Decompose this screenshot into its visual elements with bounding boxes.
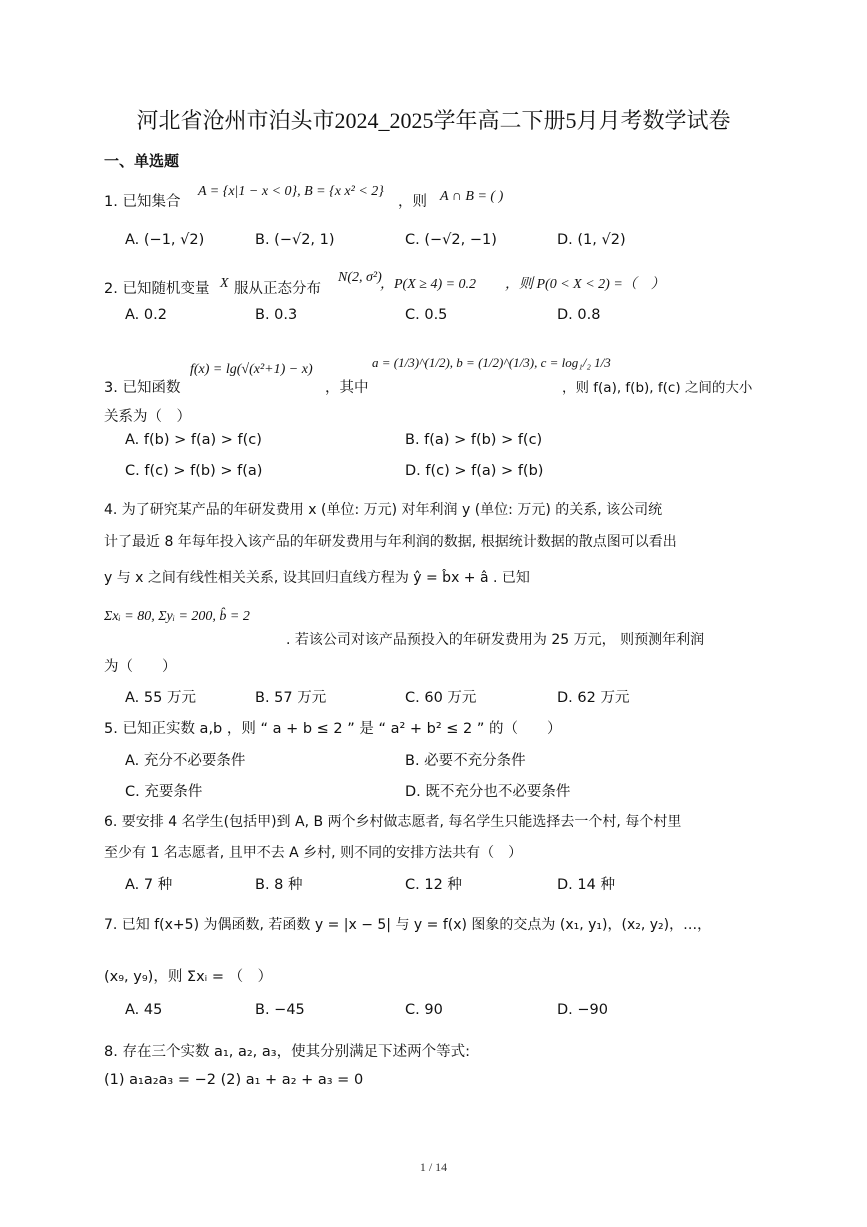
q2-option-c: C. 0.5	[405, 307, 448, 323]
question-2-cond: ，P(X ≥ 4) = 0.2	[380, 277, 477, 292]
q2-option-b: B. 0.3	[255, 307, 298, 323]
q3-option-c: C. f(c) > f(b) > f(a)	[125, 463, 263, 479]
q7-option-b: B. −45	[255, 1002, 305, 1018]
question-4-line2: 计了最近 8 年每年投入该产品的年研发费用与年利润的数据, 根据统计数据的散点图可以看出	[104, 534, 677, 550]
q5-option-c: C. 充要条件	[125, 784, 203, 800]
q3-option-d: D. f(c) > f(a) > f(b)	[405, 463, 544, 479]
q6-option-b: B. 8 种	[255, 877, 303, 893]
q7-option-c: C. 90	[405, 1002, 443, 1018]
question-4-formula: Σxᵢ = 80, Σyᵢ = 200, b̂ = 2	[104, 609, 250, 624]
question-7-line2: (x₉, y₉)，则 Σxᵢ = （ ）	[104, 969, 273, 985]
question-7-line1: 7. 已知 f(x+5) 为偶函数, 若函数 y = |x − 5| 与 y = f(x) 图象的交点为 (x₁, y₁)，(x₂, y₂)，…，	[104, 917, 712, 933]
question-1-prefix: 1. 已知集合	[104, 194, 181, 210]
question-4-line1: 4. 为了研究某产品的年研发费用 x (单位: 万元) 对年利润 y (单位: 万元) 的关系, 该公司统	[104, 502, 663, 518]
q1-option-b: B. (−√2, 1)	[255, 232, 335, 248]
question-4-line5: 为（ ）	[104, 659, 177, 675]
q4-option-b: B. 57 万元	[255, 690, 327, 706]
q1-option-a: A. (−1, √2)	[125, 232, 205, 248]
question-3-prefix: 3. 已知函数	[104, 380, 181, 396]
q5-option-a: A. 充分不必要条件	[125, 753, 246, 769]
question-3-abc: a = (1/3)^(1/2), b = (1/2)^(1/3), c = log₁/₂ 1/3	[372, 355, 611, 370]
question-2-mid: 服从正态分布	[234, 281, 321, 297]
question-1-formula: A = {x|1 − x < 0}, B = {x x² < 2}	[198, 184, 384, 199]
q1-option-d: D. (1, √2)	[557, 232, 626, 248]
question-8-line2: (1) a₁a₂a₃ = −2 (2) a₁ + a₂ + a₃ = 0	[104, 1072, 364, 1088]
q3-option-b: B. f(a) > f(b) > f(c)	[405, 432, 543, 448]
q5-option-b: B. 必要不充分条件	[405, 753, 526, 769]
question-1-suffix: ，则	[398, 194, 427, 210]
question-4-line3: y 与 x 之间有线性相关关系, 设其回归直线方程为 ŷ = b̂x + â . 已知	[104, 570, 530, 586]
question-5-stem: 5. 已知正实数 a,b ，则 “ a + b ≤ 2 ” 是 “ a² + b² ≤ 2 ” 的（ ）	[104, 721, 562, 737]
q6-option-a: A. 7 种	[125, 877, 173, 893]
question-4-line4: . 若该公司对该产品预投入的年研发费用为 25 万元， 则预测年利润	[286, 632, 705, 648]
question-3-line2: 关系为（ ）	[104, 409, 191, 425]
q6-option-d: D. 14 种	[557, 877, 615, 893]
q7-option-a: A. 45	[125, 1002, 163, 1018]
q4-option-d: D. 62 万元	[557, 690, 630, 706]
page-title: 河北省沧州市泊头市2024_2025学年高二下册5月月考数学试卷	[136, 108, 731, 133]
page-number: 1 / 14	[419, 1160, 448, 1174]
q4-option-a: A. 55 万元	[125, 690, 196, 706]
question-3-suffix: ，则 f(a), f(b), f(c) 之间的大小	[562, 380, 753, 396]
question-2-prefix: 2. 已知随机变量	[104, 281, 210, 297]
question-6-line2: 至少有 1 名志愿者, 且甲不去 A 乡村, 则不同的安排方法共有（ ）	[104, 845, 523, 861]
q3-option-a: A. f(b) > f(a) > f(c)	[125, 432, 262, 448]
question-1-ask: A ∩ B = ( )	[440, 189, 504, 204]
question-2-dist: N(2, σ²)	[338, 270, 382, 285]
q7-option-d: D. −90	[557, 1002, 608, 1018]
q2-option-a: A. 0.2	[125, 307, 167, 323]
q6-option-c: C. 12 种	[405, 877, 462, 893]
section-heading: 一、单选题	[104, 152, 180, 170]
question-3-func: f(x) = lg(√(x²+1) − x)	[190, 362, 313, 377]
q5-option-d: D. 既不充分也不必要条件	[405, 784, 571, 800]
question-3-mid: ，其中	[325, 380, 369, 396]
question-8-line1: 8. 存在三个实数 a₁, a₂, a₃，使其分别满足下述两个等式:	[104, 1044, 470, 1060]
question-6-line1: 6. 要安排 4 名学生(包括甲)到 A, B 两个乡村做志愿者, 每名学生只能选择去一个村, 每个村里	[104, 814, 682, 830]
q2-option-d: D. 0.8	[557, 307, 601, 323]
question-2-var: X	[220, 276, 229, 291]
q1-option-c: C. (−√2, −1)	[405, 232, 497, 248]
q4-option-c: C. 60 万元	[405, 690, 477, 706]
question-2-ask: ，则 P(0 < X < 2) =（ ）	[505, 277, 665, 292]
